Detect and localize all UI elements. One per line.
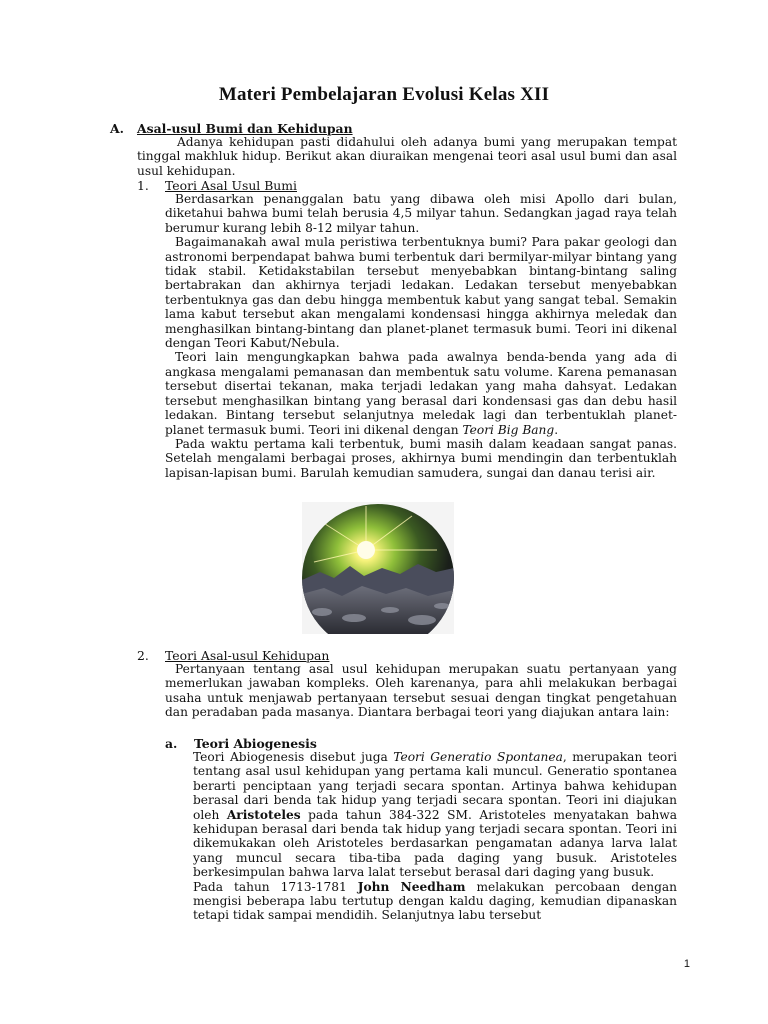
earth-formation-illustration (302, 502, 454, 634)
john-needham-name: John Needham (357, 879, 466, 894)
sub2a-paragraph-1 (193, 750, 677, 880)
sub1-p3-text: Teori lain mengungkapkan bahwa pada awalnya benda-benda yang ada di angkasa mengalami pemanasan dan membentuk satu volume. Karena pemanasan tersebut disertai tekanan, maka terjadi ledakan yang maha dahsyat. Ledakan tersebut menghasilkan bintang yang berasal dari kondensasi gas dan debu hasil ledakan. Bintang tersebut selanjutnya meledak lagi dan terbentuklah planet-planet termasuk bumi. Teori ini dikenal dengan (165, 350, 677, 437)
big-bang-term: Teori Big Bang (462, 422, 555, 437)
sub1-paragraph-3 (165, 350, 677, 436)
sub1-paragraph-2: Bagaimanakah awal mula peristiwa terbentuknya bumi? Para pakar geologi dan astronomi berpendapat bahwa bumi terbentuk dari bermilyar-milyar bintang yang tidak stabil. Ketidakstabilan tersebut menyebabkan bintang-bintang saling bertabrakan dan akhirnya terjadi ledakan. Ledakan tersebut menyebabkan terbentuknya gas dan debu hingga membentuk kabut yang sangat tebal. Semakin lama kabut tersebut akan mengalami kondensasi hingga akhirnya meledak dan menghasilkan bintang-bintang dan planet-planet termasuk bumi. Teori ini dikenal dengan Teori Kabut/Nebula. (165, 235, 677, 351)
sub1-paragraph-4: Pada waktu pertama kali terbentuk, bumi masih dalam keadaan sangat panas. Setelah mengalami berbagai proses, akhirnya bumi mendingin dan terbentuklah lapisan-lapisan bumi. Barulah kemudian samudera, sungai dan danau terisi air. (165, 436, 677, 480)
earth-formation-image (302, 502, 454, 634)
page-title: Materi Pembelajaran Evolusi Kelas XII (218, 84, 550, 105)
section-a-intro-block (137, 135, 677, 178)
sub2a-heading (165, 736, 317, 751)
sub2a-body (193, 750, 677, 923)
sub2-title: Teori Asal-usul Kehidupan (165, 648, 330, 663)
sub1-body (165, 192, 677, 480)
sub1-paragraph-1: Berdasarkan penanggalan batu yang dibawa oleh misi Apollo dari bulan, diketahui bahwa bumi telah berusia 4,5 milyar tahun. Sedangkan jagad raya telah berumur kurang lebih 8-12 milyar tahun. (165, 192, 677, 235)
sub2a-marker: a. (165, 736, 178, 751)
aristoteles-name: Aristoteles (226, 807, 301, 822)
sub2a-p1-text: Teori Abiogenesis disebut juga (193, 750, 394, 764)
sub2a-paragraph-2 (193, 880, 677, 923)
sub1-marker: 1. (137, 178, 149, 193)
sub2a-p1-text-2: , merupakan teori tentang asal usul kehidupan yang pertama kali muncul. Generatio spontanea berarti penciptaan yang terjadi secara spontan. Artinya bahwa kehidupan berasal dari benda tak hidup yang terjadi secara spontan. Teori ini diajukan oleh (193, 750, 677, 822)
sub2-paragraph-1: Pertanyaan tentang asal usul kehidupan merupakan suatu pertanyaan yang memerlukan jawaban kompleks. Oleh karenanya, para ahli melakukan berbagai usaha untuk menjawab pertanyaan tersebut sesuai dengan tingkat pengetahuan dan peradaban pada masanya. Diantara berbagai teori yang diajukan antara lain: (165, 662, 677, 720)
sub1-title: Teori Asal Usul Bumi (165, 178, 297, 193)
sub2a-p1-text-3: pada tahun 384-322 SM. Aristoteles menyatakan bahwa kehidupan berasal dari benda tak hidup yang terjadi secara spontan. Teori ini dikemukakan oleh Aristoteles berdasarkan pengamatan adanya larva lalat yang muncul secara tiba-tiba pada daging yang busuk. Aristoteles berkesimpulan bahwa larva lalat tersebut berasal dari daging yang busuk. (193, 807, 677, 880)
section-a-marker: A. (110, 121, 124, 136)
sub2-heading (137, 648, 329, 663)
page-number: 1 (683, 958, 690, 970)
sub2-marker: 2. (137, 648, 149, 663)
sub2a-title: Teori Abiogenesis (194, 736, 317, 751)
section-a-title: Asal-usul Bumi dan Kehidupan (137, 121, 353, 136)
sub2a-p2-text-2: melakukan percobaan dengan mengisi beberapa labu tertutup dengan kaldu daging, kemudian dipanaskan tetapi tidak sampai mendidih. Selanjutnya labu tersebut (193, 879, 677, 923)
sub1-p3-end: . (554, 422, 559, 437)
section-a-heading (110, 121, 353, 136)
section-a-intro: Adanya kehidupan pasti didahului oleh adanya bumi yang merupakan tempat tinggal makhluk hidup. Berikut akan diuraikan mengenai teori asal usul bumi dan asal usul kehidupan. (137, 135, 677, 178)
sub2-body (165, 662, 677, 720)
sub2a-p2-text: Pada tahun 1713-1781 (193, 879, 358, 894)
generatio-spontanea-term: Teori Generatio Spontanea (393, 750, 563, 764)
sub1-heading (137, 178, 297, 193)
